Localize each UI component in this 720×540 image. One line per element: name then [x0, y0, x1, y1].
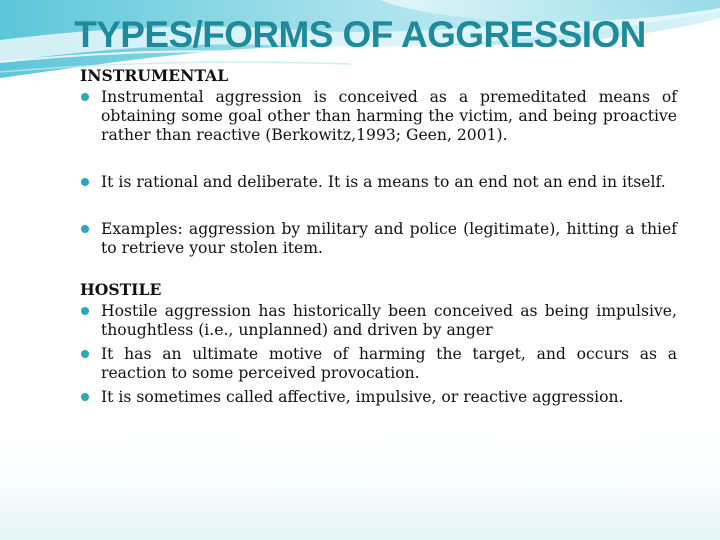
bullet-text: It is sometimes called affective, impulsive, or reactive aggression. [101, 388, 624, 406]
bullet-item [80, 302, 677, 340]
bullet-icon [81, 393, 89, 401]
slide-title: TYPES/FORMS OF AGGRESSION [74, 14, 646, 55]
bullet-text: It has an ultimate motive of harming the target, and occurs as a reaction to some perceived provocation. [101, 345, 677, 382]
bullet-icon [81, 225, 89, 233]
bullet-item [80, 88, 677, 145]
bullet-item [80, 173, 677, 192]
bullet-text: Examples: aggression by military and police (legitimate), hitting a thief to retrieve your stolen item. [101, 220, 677, 257]
bullet-icon [81, 93, 89, 101]
section-heading-instrumental: INSTRUMENTAL [80, 66, 229, 85]
bullet-text: Instrumental aggression is conceived as a premeditated means of obtaining some goal other than harming the victim, and being proactive rather than reactive (Berkowitz,1993; Geen, 2001). [101, 88, 677, 144]
section-heading-hostile: HOSTILE [80, 280, 162, 299]
bullet-item [80, 388, 677, 407]
bullet-text: It is rational and deliberate. It is a means to an end not an end in itself. [101, 173, 666, 191]
bullet-icon [81, 307, 89, 315]
bullet-icon [81, 350, 89, 358]
bullet-item [80, 345, 677, 383]
bullet-text: Hostile aggression has historically been conceived as being impulsive, thoughtless (i.e., unplanned) and driven by anger [101, 302, 677, 339]
bullet-icon [81, 178, 89, 186]
bullet-item [80, 220, 677, 258]
slide-content [80, 66, 677, 407]
